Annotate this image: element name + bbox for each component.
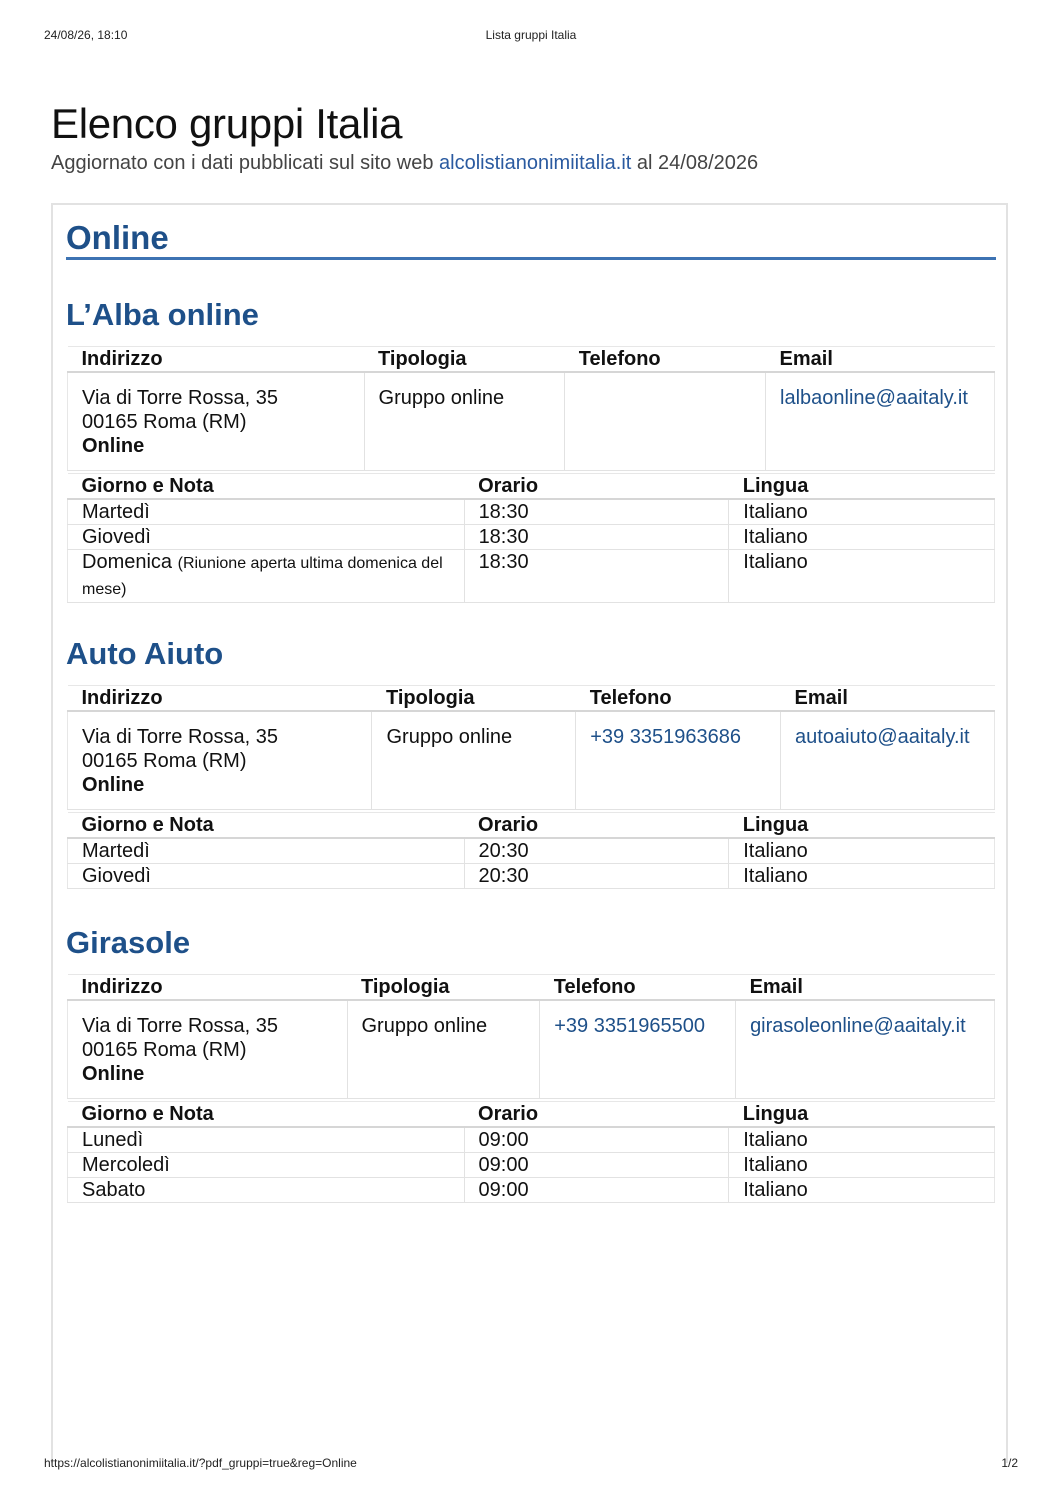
address-mode: Online xyxy=(82,774,145,796)
schedule-day: Mercoledì xyxy=(68,1153,465,1178)
info-header-row xyxy=(68,347,995,373)
info-row xyxy=(68,711,995,809)
groups-panel xyxy=(51,203,1008,1463)
group-info-table xyxy=(67,346,995,471)
email-cell xyxy=(781,711,995,809)
info-header-row xyxy=(68,975,995,1001)
info-row xyxy=(68,372,995,470)
schedule-time: 09:00 xyxy=(464,1178,729,1203)
address-city: 00165 Roma (RM) xyxy=(82,1039,247,1061)
schedule-language: Italiano xyxy=(729,550,995,603)
header-time: Orario xyxy=(464,1102,729,1128)
print-header xyxy=(44,28,1018,44)
phone-cell xyxy=(576,711,781,809)
schedule-table xyxy=(67,473,995,603)
header-address: Indirizzo xyxy=(68,686,372,712)
phone-cell xyxy=(565,372,766,470)
header-phone: Telefono xyxy=(576,686,781,712)
schedule-time: 18:30 xyxy=(464,499,729,525)
type-cell: Gruppo online xyxy=(372,711,576,809)
schedule-time: 20:30 xyxy=(464,864,729,889)
schedule-language: Italiano xyxy=(729,525,995,550)
address-cell xyxy=(68,372,365,470)
schedule-table xyxy=(67,1101,995,1203)
header-language: Lingua xyxy=(729,474,995,500)
address-street: Via di Torre Rossa, 35 xyxy=(82,387,279,409)
schedule-row xyxy=(68,838,995,864)
schedule-day: Domenica xyxy=(82,551,173,573)
address-city: 00165 Roma (RM) xyxy=(82,750,247,772)
email-cell xyxy=(736,1000,995,1098)
schedule-row xyxy=(68,525,995,550)
page-title: Elenco gruppi Italia xyxy=(51,100,403,147)
header-time: Orario xyxy=(464,813,729,839)
schedule-header-row xyxy=(68,813,995,839)
address-street: Via di Torre Rossa, 35 xyxy=(82,726,279,748)
phone-cell xyxy=(540,1000,736,1098)
schedule-day: Giovedì xyxy=(68,525,465,550)
schedule-language: Italiano xyxy=(729,1153,995,1178)
schedule-time: 09:00 xyxy=(464,1127,729,1153)
type-cell: Gruppo online xyxy=(347,1000,540,1098)
schedule-note: (Riunione aperta ultima domenica del mese) xyxy=(82,555,443,598)
schedule-row xyxy=(68,1127,995,1153)
subtitle-prefix: Aggiornato con i dati pubblicati sul sito web xyxy=(51,152,434,174)
header-type: Tipologia xyxy=(347,975,540,1001)
schedule-language: Italiano xyxy=(729,1178,995,1203)
schedule-language: Italiano xyxy=(729,1127,995,1153)
subtitle-suffix: al 24/08/2026 xyxy=(636,152,759,174)
schedule-table xyxy=(67,812,995,889)
email-link[interactable]: girasoleonline@aaitaly.it xyxy=(750,1015,966,1037)
header-time: Orario xyxy=(464,474,729,500)
header-type: Tipologia xyxy=(364,347,565,373)
header-type: Tipologia xyxy=(372,686,576,712)
email-cell xyxy=(766,372,995,470)
schedule-day: Giovedì xyxy=(68,864,465,889)
group-info-table xyxy=(67,685,995,810)
schedule-language: Italiano xyxy=(729,838,995,864)
schedule-time: 20:30 xyxy=(464,838,729,864)
header-day: Giorno e Nota xyxy=(68,813,465,839)
address-cell xyxy=(68,711,372,809)
schedule-day: Sabato xyxy=(68,1178,465,1203)
print-date: 24/08/26, 18:10 xyxy=(44,28,128,42)
schedule-time: 09:00 xyxy=(464,1153,729,1178)
header-language: Lingua xyxy=(729,813,995,839)
schedule-header-row xyxy=(68,474,995,500)
address-street: Via di Torre Rossa, 35 xyxy=(82,1015,279,1037)
email-link[interactable]: lalbaonline@aaitaly.it xyxy=(780,387,968,409)
phone-link[interactable]: +39 3351965500 xyxy=(554,1015,705,1037)
region-divider xyxy=(66,257,996,260)
schedule-language: Italiano xyxy=(729,499,995,525)
schedule-time: 18:30 xyxy=(464,550,729,603)
print-footer xyxy=(44,1456,1018,1472)
group-info-table xyxy=(67,974,995,1099)
header-email: Email xyxy=(766,347,995,373)
email-link[interactable]: autoaiuto@aaitaly.it xyxy=(795,726,970,748)
page-number: 1/2 xyxy=(1001,1456,1018,1470)
header-email: Email xyxy=(781,686,995,712)
schedule-language: Italiano xyxy=(729,864,995,889)
type-cell: Gruppo online xyxy=(364,372,565,470)
schedule-row xyxy=(68,1153,995,1178)
schedule-day-cell xyxy=(68,550,465,603)
phone-link[interactable]: +39 3351963686 xyxy=(590,726,741,748)
header-phone: Telefono xyxy=(540,975,736,1001)
header-language: Lingua xyxy=(729,1102,995,1128)
group-title: L’Alba online xyxy=(66,297,259,332)
print-title: Lista gruppi Italia xyxy=(485,28,577,42)
schedule-day: Martedì xyxy=(68,499,465,525)
info-header-row xyxy=(68,686,995,712)
header-address: Indirizzo xyxy=(68,975,348,1001)
address-mode: Online xyxy=(82,435,145,457)
address-city: 00165 Roma (RM) xyxy=(82,411,247,433)
schedule-row xyxy=(68,864,995,889)
address-mode: Online xyxy=(82,1063,145,1085)
schedule-header-row xyxy=(68,1102,995,1128)
header-day: Giorno e Nota xyxy=(68,1102,465,1128)
schedule-row xyxy=(68,550,995,603)
group-title: Girasole xyxy=(66,925,191,960)
header-email: Email xyxy=(736,975,995,1001)
header-address: Indirizzo xyxy=(68,347,365,373)
page-subtitle xyxy=(51,152,758,175)
header-day: Giorno e Nota xyxy=(68,474,465,500)
address-cell xyxy=(68,1000,348,1098)
schedule-time: 18:30 xyxy=(464,525,729,550)
info-row xyxy=(68,1000,995,1098)
header-phone: Telefono xyxy=(565,347,766,373)
schedule-row xyxy=(68,499,995,525)
group-title: Auto Aiuto xyxy=(66,636,224,671)
site-link[interactable]: alcolistianonimiitalia.it xyxy=(439,152,632,174)
print-url: https://alcolistianonimiitalia.it/?pdf_gruppi=true&reg=Online xyxy=(44,1456,357,1470)
region-title: Online xyxy=(66,219,169,256)
schedule-day: Lunedì xyxy=(68,1127,465,1153)
schedule-row xyxy=(68,1178,995,1203)
schedule-day: Martedì xyxy=(68,838,465,864)
